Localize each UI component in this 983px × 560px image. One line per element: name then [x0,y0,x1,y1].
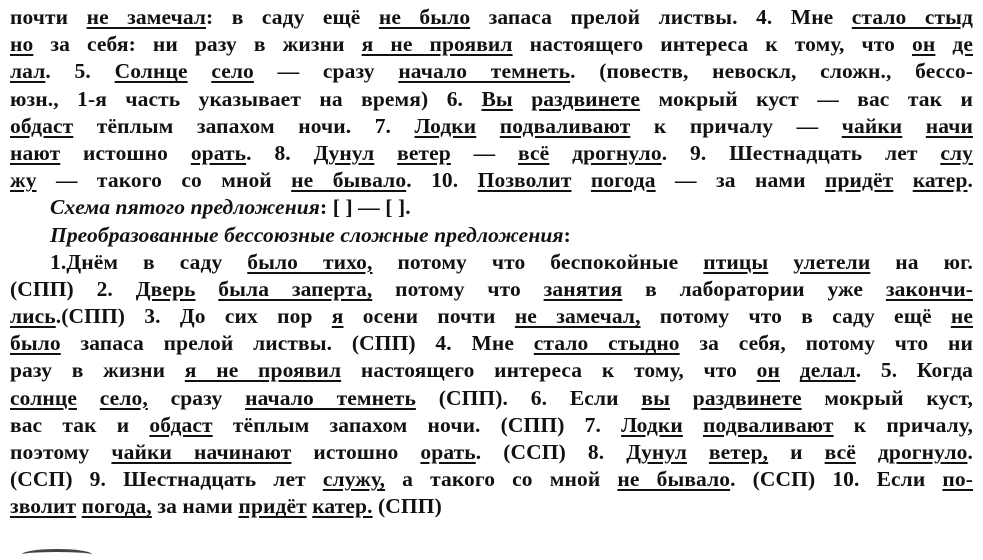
underlined-word: не замечал [86,5,207,29]
text-segment: 1.Днём в саду [50,249,248,274]
page-edge-mark [22,549,92,560]
underlined-word: всё [518,140,550,165]
underlined-word: Лодки [621,412,683,437]
text-segment: сразу [147,385,246,410]
text-line [10,58,973,85]
text-segment: . 10. [406,168,478,193]
text-segment: на юг. [870,249,973,274]
underlined-word: по- [942,467,973,492]
text-line [10,194,973,221]
underlined-word: подваливают [703,412,834,437]
text-segment: тёплым запахом ночи. 7. [73,113,415,138]
text-line [10,249,973,276]
text-segment: мокрый куст — вас так и [640,86,973,111]
underlined-word: я не проявил [361,32,513,57]
underlined-word: ветер [397,140,451,165]
underlined-word: Позволит [477,168,572,193]
underlined-word: катер. [312,494,373,519]
text-segment: .(СПП) 3. До сих пор [55,304,332,329]
text-segment: вас так и [10,412,150,437]
text-segment: — за нами [655,168,825,193]
text-segment: истошно [291,440,421,464]
underlined-word: было [10,331,61,356]
text-segment: . (ССП) 10. Если [730,467,943,492]
underlined-word: я не проявил [184,358,342,383]
text-segment [196,277,219,301]
text-segment: настоящего интереса к тому, что [341,358,757,383]
text-segment: почти [10,5,87,29]
underlined-word: занятия [543,276,623,301]
text-line [10,167,973,194]
text-segment: — [450,140,519,165]
underlined-word: солнце [10,385,77,410]
underlined-word: не бывало [617,467,731,492]
underlined-word: ветер, [708,440,769,464]
underlined-word: лись [10,304,56,329]
text-body [10,4,973,521]
text-segment: . 8. [246,140,314,165]
text-segment: запаса прелой листвы. (СПП) 4. Мне [60,331,534,356]
text-segment: . (ССП) 8. [475,440,627,464]
text-segment: . 5. Когда [855,358,973,383]
underlined-word: жу [10,168,37,193]
underlined-word: раздвинете [692,385,802,410]
text-segment [572,168,591,192]
text-segment [780,358,800,382]
text-segment: : [563,222,571,247]
underlined-word: де [952,32,973,57]
underlined-word: орать [190,140,247,165]
text-line [10,412,973,439]
text-segment: за себя: ни разу в жизни [33,32,362,57]
text-segment: потому что беспокойные [372,249,704,274]
text-segment [188,59,212,83]
underlined-word: придёт [238,494,307,519]
text-line [10,357,973,384]
text-segment: — сразу [253,59,399,84]
text-line [10,140,973,167]
text-segment: : в саду ещё [206,5,379,29]
text-line [10,4,973,31]
underlined-word: начи [925,113,973,138]
underlined-word: раздвинете [531,86,641,111]
text-segment: а такого со мной [385,467,618,492]
text-segment: за себя, потому что ни [679,331,973,356]
text-segment: и [768,440,825,464]
text-segment: (ССП) 9. Шестнадцать лет [10,467,323,492]
underlined-word: чайки начинают [111,440,292,464]
underlined-word: начало темнеть [245,385,416,410]
text-segment: Схема пятого предложения [50,195,320,220]
underlined-word: стало стыдно [533,331,680,356]
text-segment [856,440,878,464]
text-segment: за нами [151,494,239,519]
underlined-word: село [211,59,254,84]
underlined-word: катер [912,168,968,193]
text-segment [902,114,926,138]
underlined-word: я [331,304,344,329]
text-segment: юзн., 1-я часть указывает на время) 6. [10,86,482,111]
text-segment: истошно [60,140,191,165]
underlined-word: он [756,358,781,383]
text-segment: . (повеств, невоскл, сложн., бессо- [570,59,973,84]
text-segment: осени почти [343,304,515,329]
underlined-word: не замечал, [514,304,641,329]
text-line [10,439,973,466]
underlined-word: обдаст [149,412,213,437]
text-segment: (СПП) 2. [10,276,136,301]
underlined-word: Дунул [313,140,375,165]
text-segment [476,114,500,138]
text-line [10,493,973,520]
underlined-word: но [10,32,34,57]
underlined-word: не [950,304,973,329]
underlined-word: село, [99,385,148,410]
text-segment [549,141,572,165]
underlined-word: Дунул [626,440,687,464]
underlined-word: лал [10,59,46,84]
text-segment [374,141,397,165]
text-segment: . 5. [45,59,115,84]
text-segment [513,87,531,111]
text-line [10,31,973,58]
text-segment: . [967,440,973,464]
text-segment: мокрый куст, [801,385,973,410]
underlined-word: всё [824,440,856,464]
text-line [10,466,973,493]
underlined-word: делал [799,358,856,383]
text-segment: к причалу — [630,113,842,138]
underlined-word: служу, [322,467,386,492]
underlined-word: улетели [793,249,871,274]
text-segment [77,386,100,410]
underlined-word: было тихо, [247,249,373,274]
text-segment: потому что в саду ещё [640,304,951,329]
underlined-word: погода [590,168,656,193]
text-line [10,330,973,357]
text-segment [687,440,709,464]
underlined-word: птицы [703,249,769,274]
underlined-word: дрогнуло [877,440,968,464]
underlined-word: Солнце [114,59,188,84]
text-line [10,385,973,412]
text-segment [768,250,793,274]
underlined-word: Вы [481,86,513,111]
text-segment [670,386,693,410]
underlined-word: нают [10,140,61,165]
underlined-word: орать [420,440,476,464]
text-segment: . [967,168,973,193]
text-segment: (СПП) [372,494,442,519]
text-segment: настоящего интереса к тому, что [512,32,913,57]
underlined-word: не бывало [291,168,407,193]
underlined-word: он [912,32,936,57]
underlined-word: была заперта, [218,276,373,301]
text-segment: — такого со мной [36,168,292,193]
underlined-word: чайки [841,113,903,138]
underlined-word: дрогнуло [572,140,662,165]
text-segment: в лаборатории уже [622,276,886,301]
text-line [10,303,973,330]
underlined-word: слу [940,140,973,165]
underlined-word: зволит [10,494,77,519]
underlined-word: придёт [824,168,894,193]
text-segment: к причалу, [833,412,973,437]
underlined-word: закончи- [885,276,973,301]
text-segment: тёплым запахом ночи. (СПП) 7. [212,412,622,437]
text-segment: Преобразованные бессоюзные сложные предложения [50,222,564,247]
text-line [10,113,973,140]
text-segment: поэтому [10,440,112,464]
underlined-word: Лодки [414,113,477,138]
text-line [10,222,973,249]
underlined-word: не было [378,5,471,29]
text-segment [935,32,952,56]
underlined-word: стало стыд [851,5,973,29]
underlined-word: начало темнеть [398,59,571,84]
text-segment: : [ ] — [ ]. [319,195,411,220]
text-segment: запаса прелой листвы. 4. Мне [470,5,852,29]
text-segment: разу в жизни [10,358,185,383]
text-segment: . 9. Шестнадцать лет [661,140,941,165]
text-segment [893,168,912,192]
text-segment: (СПП). 6. Если [415,385,642,410]
underlined-word: Дверь [135,276,196,301]
underlined-word: обдаст [10,113,74,138]
underlined-word: вы [641,385,670,410]
text-segment: потому что [372,276,544,301]
underlined-word: погода, [81,494,152,519]
text-line [10,86,973,113]
text-segment [683,413,703,437]
underlined-word: подваливают [499,113,631,138]
text-line [10,276,973,303]
